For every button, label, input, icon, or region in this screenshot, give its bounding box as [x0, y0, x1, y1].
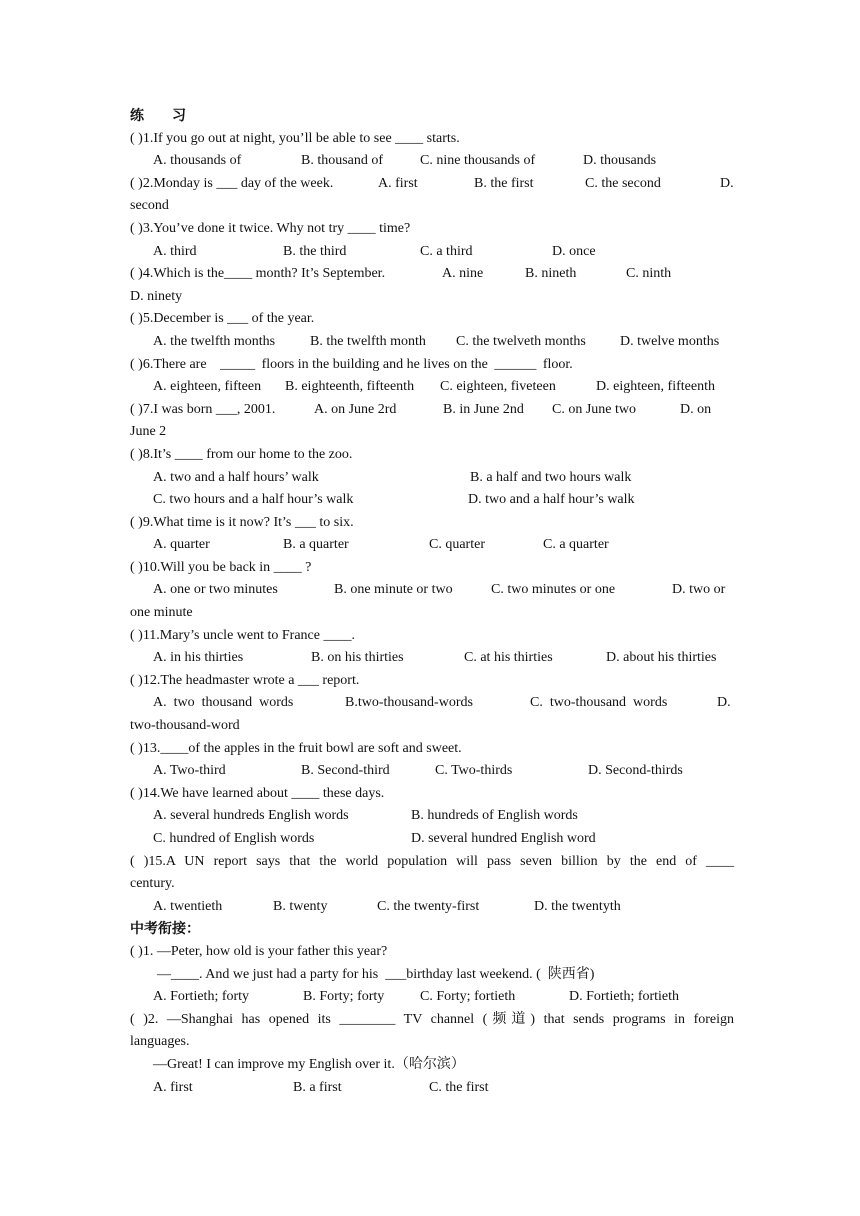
option-a: A. in his thirties [153, 650, 244, 666]
option-c: C. a third [420, 243, 473, 259]
option-c: C. quarter [429, 537, 485, 553]
blank-2: ______ [494, 356, 537, 372]
question-1-options [130, 150, 734, 173]
option-d: D. the twentyth [534, 898, 621, 914]
exam-question-1-options [130, 986, 734, 1009]
option-b: B. on his thirties [311, 650, 404, 666]
question-7-line [130, 399, 734, 422]
question-8-stem: ( )8.It’s ____ from our home to the zoo. [130, 446, 353, 462]
option-c: C. on June two [552, 401, 636, 417]
option-b: B. nineth [525, 266, 577, 282]
option-c: C. hundred of English words [153, 831, 315, 846]
option-b: B. hundreds of English words [411, 808, 578, 824]
option-c: C. ninth [626, 266, 672, 282]
section-title-practice: 练 习 [130, 108, 186, 124]
option-b: B. a quarter [283, 537, 349, 553]
question-2-line [130, 173, 734, 196]
option-d: C. a quarter [543, 537, 609, 553]
option-b: B. thousand of [301, 153, 384, 169]
option-a: A. twentieth [153, 898, 223, 914]
exam-question-2-stem: ( )2. —Shanghai has opened its ________ TV channel (频道) that sends programs in foreign [130, 1011, 734, 1027]
question-7-continuation: June 2 [130, 424, 167, 440]
option-c: C. at his thirties [464, 650, 553, 666]
question-1-stem: ( )1.If you go out at night, you’ll be able to see ____ starts. [130, 130, 460, 146]
question-4-stem: ( )4.Which is the____ month? It’s September. [130, 266, 386, 282]
option-b: B. Second-third [301, 763, 390, 779]
option-d: D. several hundred English word [411, 831, 596, 846]
option-a: A. one or two minutes [153, 582, 278, 598]
question-8-options-row2 [130, 489, 734, 512]
option-a: A. thousands of [153, 153, 242, 169]
option-c: C. two-thousand words [530, 695, 668, 711]
question-14-stem: ( )14.We have learned about ____ these days. [130, 785, 385, 801]
option-b: B. one minute or two [334, 582, 453, 598]
option-c: C. the first [429, 1079, 489, 1095]
question-2-stem: ( )2.Monday is ___ day of the week. [130, 175, 334, 191]
exam-question-2-continuation: languages. [130, 1034, 190, 1050]
question-5-stem: ( )5.December is ___ of the year. [130, 311, 315, 327]
option-b: B. a half and two hours walk [470, 469, 632, 485]
exam-question-2-reply: —Great! I can improve my English over it.（哈尔滨） [153, 1056, 465, 1072]
question-6-options [130, 376, 734, 399]
question-6-stem: ( )6.There are _____ floors in the building and he lives on the ______ floor. [130, 356, 573, 372]
option-c: C. the second [585, 175, 661, 191]
option-d: D. [720, 175, 734, 191]
question-14-options-row1 [130, 805, 734, 828]
question-13-stem: ( )13.____of the apples in the fruit bowl are soft and sweet. [130, 740, 462, 756]
option-c: C. Two-thirds [435, 763, 513, 779]
option-c: C. the twenty-first [377, 898, 480, 914]
question-8-options-row1 [130, 467, 734, 490]
question-3-stem: ( )3.You’ve done it twice. Why not try ____ time? [130, 220, 411, 236]
question-2-continuation: second [130, 198, 169, 214]
option-d: D. on [680, 401, 712, 417]
option-d: D. twelve months [620, 333, 720, 349]
question-10-options [130, 579, 734, 602]
question-11-options [130, 647, 734, 670]
option-b: B. eighteenth, fifteenth [285, 379, 415, 395]
option-c: C. two hours and a half hour’s walk [153, 492, 354, 508]
option-c: C. nine thousands of [420, 153, 536, 169]
option-d: D. once [552, 243, 596, 259]
option-d: D. thousands [583, 153, 657, 169]
option-c: C. the twelveth months [456, 333, 586, 349]
exam-question-2-options [130, 1077, 734, 1100]
question-12-continuation: two-thousand-word [130, 718, 240, 734]
option-d: D. eighteen, fifteenth [596, 379, 715, 395]
option-b: B. Forty; forty [303, 989, 385, 1005]
option-d: D. two or [672, 582, 726, 598]
option-a: A. third [153, 243, 197, 259]
question-9-options [130, 534, 734, 557]
option-b: B. in June 2nd [443, 401, 524, 417]
option-a: A. Fortieth; forty [153, 989, 250, 1005]
question-4-continuation: D. ninety [130, 288, 183, 304]
question-12-options [130, 692, 734, 715]
option-d: D. two and a half hour’s walk [468, 492, 635, 508]
exam-question-1-stem: ( )1. —Peter, how old is your father this year? [130, 943, 388, 959]
option-a: A. first [153, 1079, 193, 1095]
question-3-options [130, 241, 734, 264]
question-7-stem: ( )7.I was born ___, 2001. [130, 401, 276, 417]
option-c: C. Forty; fortieth [420, 989, 516, 1005]
option-b: B. the third [283, 243, 347, 259]
option-a: A. on June 2rd [314, 401, 397, 417]
option-a: A. first [378, 175, 418, 191]
question-5-options [130, 331, 734, 354]
section-title-exam-link: 中考衔接： [130, 921, 200, 938]
option-d: D. Fortieth; fortieth [569, 989, 680, 1005]
option-b: B.two-thousand-words [345, 695, 473, 711]
question-14-options-row2 [130, 828, 734, 851]
option-a: A. several hundreds English words [153, 808, 349, 824]
option-a: A. two and a half hours’ walk [153, 469, 319, 485]
question-15-options [130, 896, 734, 919]
question-10-stem: ( )10.Will you be back in ____ ? [130, 559, 312, 575]
exam-question-1-reply: —____. And we just had a party for his ___birthday last weekend. ( 陕西省) [157, 966, 595, 982]
option-b: B. the twelfth month [310, 333, 426, 349]
question-13-options [130, 760, 734, 783]
option-a: A. eighteen, fifteen [153, 379, 262, 395]
question-12-stem: ( )12.The headmaster wrote a ___ report. [130, 672, 360, 688]
question-9-stem: ( )9.What time is it now? It’s ___ to six. [130, 514, 354, 530]
option-c: C. two minutes or one [491, 582, 616, 598]
question-4-line [130, 263, 734, 286]
option-b: B. the first [474, 175, 534, 191]
option-a: A. quarter [153, 537, 210, 553]
blank-1: _____ [220, 356, 256, 372]
option-a: A. the twelfth months [153, 333, 276, 349]
question-15-continuation: century. [130, 876, 175, 892]
option-b: B. a first [293, 1079, 342, 1095]
option-d: D. [717, 695, 731, 711]
option-c: C. eighteen, fiveteen [440, 379, 556, 395]
option-a: A. two thousand words [153, 695, 294, 711]
question-11-stem: ( )11.Mary’s uncle went to France ____. [130, 627, 355, 643]
question-15-stem: ( )15.A UN report says that the world population will pass seven billion by the end of ____ [130, 853, 734, 869]
option-d: D. Second-thirds [588, 763, 683, 779]
worksheet [130, 105, 734, 1099]
option-a: A. Two-third [153, 763, 226, 779]
option-b: B. twenty [273, 898, 328, 914]
option-a: A. nine [442, 266, 484, 282]
option-d: D. about his thirties [606, 650, 717, 666]
question-10-continuation: one minute [130, 605, 193, 621]
